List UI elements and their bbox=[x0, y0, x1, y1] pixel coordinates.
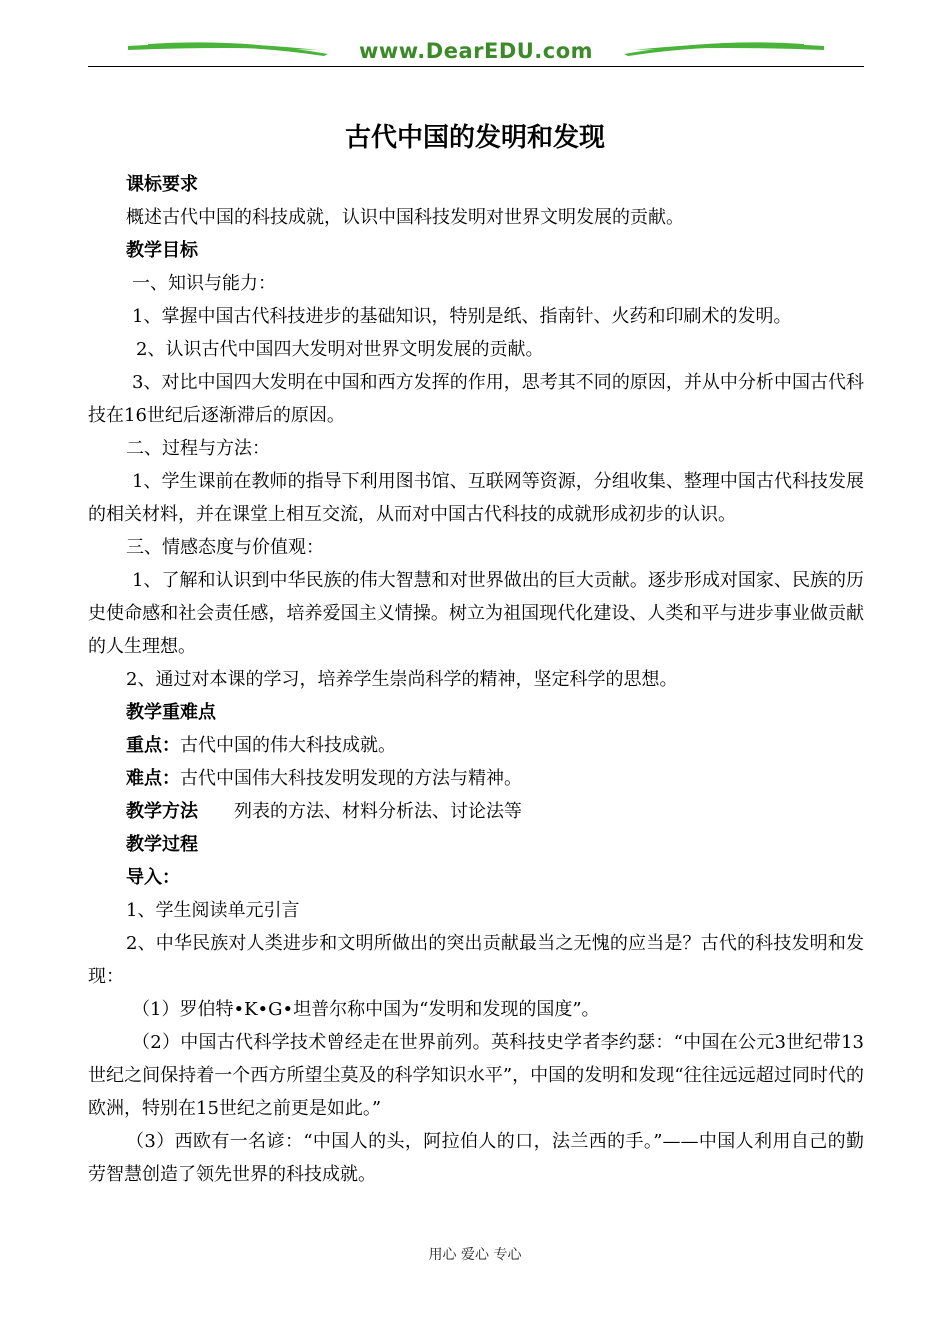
section-heading: 教学过程 bbox=[126, 834, 198, 855]
key-point-line bbox=[88, 729, 864, 762]
paragraph: 3、对比中国四大发明在中国和西方发挥的作用，思考其不同的原因，并从中分析中国古代科技在16世纪后逐渐滞后的原因。 bbox=[88, 372, 864, 426]
section-heading: 课标要求 bbox=[126, 174, 198, 195]
difficulty-text: 古代中国伟大科技发明发现的方法与精神。 bbox=[180, 768, 522, 789]
document-body bbox=[88, 168, 864, 1191]
method-text: 列表的方法、材料分析法、讨论法等 bbox=[234, 801, 522, 822]
paragraph: 2、中华民族对人类进步和文明所做出的突出贡献最当之无愧的应当是？古代的科技发明和发现： bbox=[88, 933, 864, 987]
header-divider bbox=[88, 66, 864, 67]
site-header bbox=[88, 36, 864, 70]
key-point-text: 古代中国的伟大科技成就。 bbox=[180, 735, 396, 756]
paragraph: 1、掌握中国古代科技进步的基础知识，特别是纸、指南针、火药和印刷术的发明。 bbox=[132, 306, 792, 327]
difficulty-label: 难点： bbox=[126, 768, 180, 789]
subheading: 二、过程与方法： bbox=[126, 438, 270, 459]
page-footer: 用心 爱心 专心 bbox=[428, 1247, 522, 1263]
paragraph: 1、学生课前在教师的指导下利用图书馆、互联网等资源，分组收集、整理中国古代科技发展的相关材料，并在课堂上相互交流，从而对中国古代科技的成就形成初步的认识。 bbox=[88, 471, 864, 525]
method-line bbox=[88, 795, 864, 828]
key-point-label: 重点： bbox=[126, 735, 180, 756]
section-heading: 教学重难点 bbox=[126, 702, 216, 723]
paragraph: 1、了解和认识到中华民族的伟大智慧和对世界做出的巨大贡献。逐步形成对国家、民族的历史使命感和社会责任感，培养爱国主义情操。树立为祖国现代化建设、人类和平与进步事业做贡献的人生理想。 bbox=[88, 570, 864, 657]
paragraph: （1）罗伯特•K•G•坦普尔称中国为“发明和发现的国度”。 bbox=[132, 999, 600, 1020]
paragraph: 2、通过对本课的学习，培养学生崇尚科学的精神，坚定科学的思想。 bbox=[126, 669, 678, 690]
site-url[interactable]: www.DearEDU.com bbox=[358, 39, 594, 63]
paragraph: 1、学生阅读单元引言 bbox=[126, 900, 300, 921]
subheading: 三、情感态度与价值观： bbox=[126, 537, 324, 558]
page-title: 古代中国的发明和发现 bbox=[344, 123, 605, 153]
subheading: 一、知识与能力： bbox=[132, 273, 276, 294]
paragraph: （2）中国古代科学技术曾经走在世界前列。英科技史学者李约瑟：“中国在公元3世纪带13世纪之间保持着一个西方所望尘莫及的科学知识水平”，中国的发明和发现“往往远远超过同时代的欧洲，特别在15世纪之前更是如此。” bbox=[88, 1032, 864, 1119]
paragraph: 2、认识古代中国四大发明对世界文明发展的贡献。 bbox=[136, 339, 544, 360]
paragraph: 概述古代中国的科技成就，认识中国科技发明对世界文明发展的贡献。 bbox=[126, 207, 684, 228]
method-label: 教学方法 bbox=[126, 801, 198, 822]
difficulty-line bbox=[88, 762, 864, 795]
subheading: 导入： bbox=[126, 867, 180, 888]
section-heading: 教学目标 bbox=[126, 240, 198, 261]
paragraph: （3）西欧有一名谚：“中国人的头，阿拉伯人的口，法兰西的手。”——中国人利用自己的勤劳智慧创造了领先世界的科技成就。 bbox=[88, 1131, 864, 1185]
